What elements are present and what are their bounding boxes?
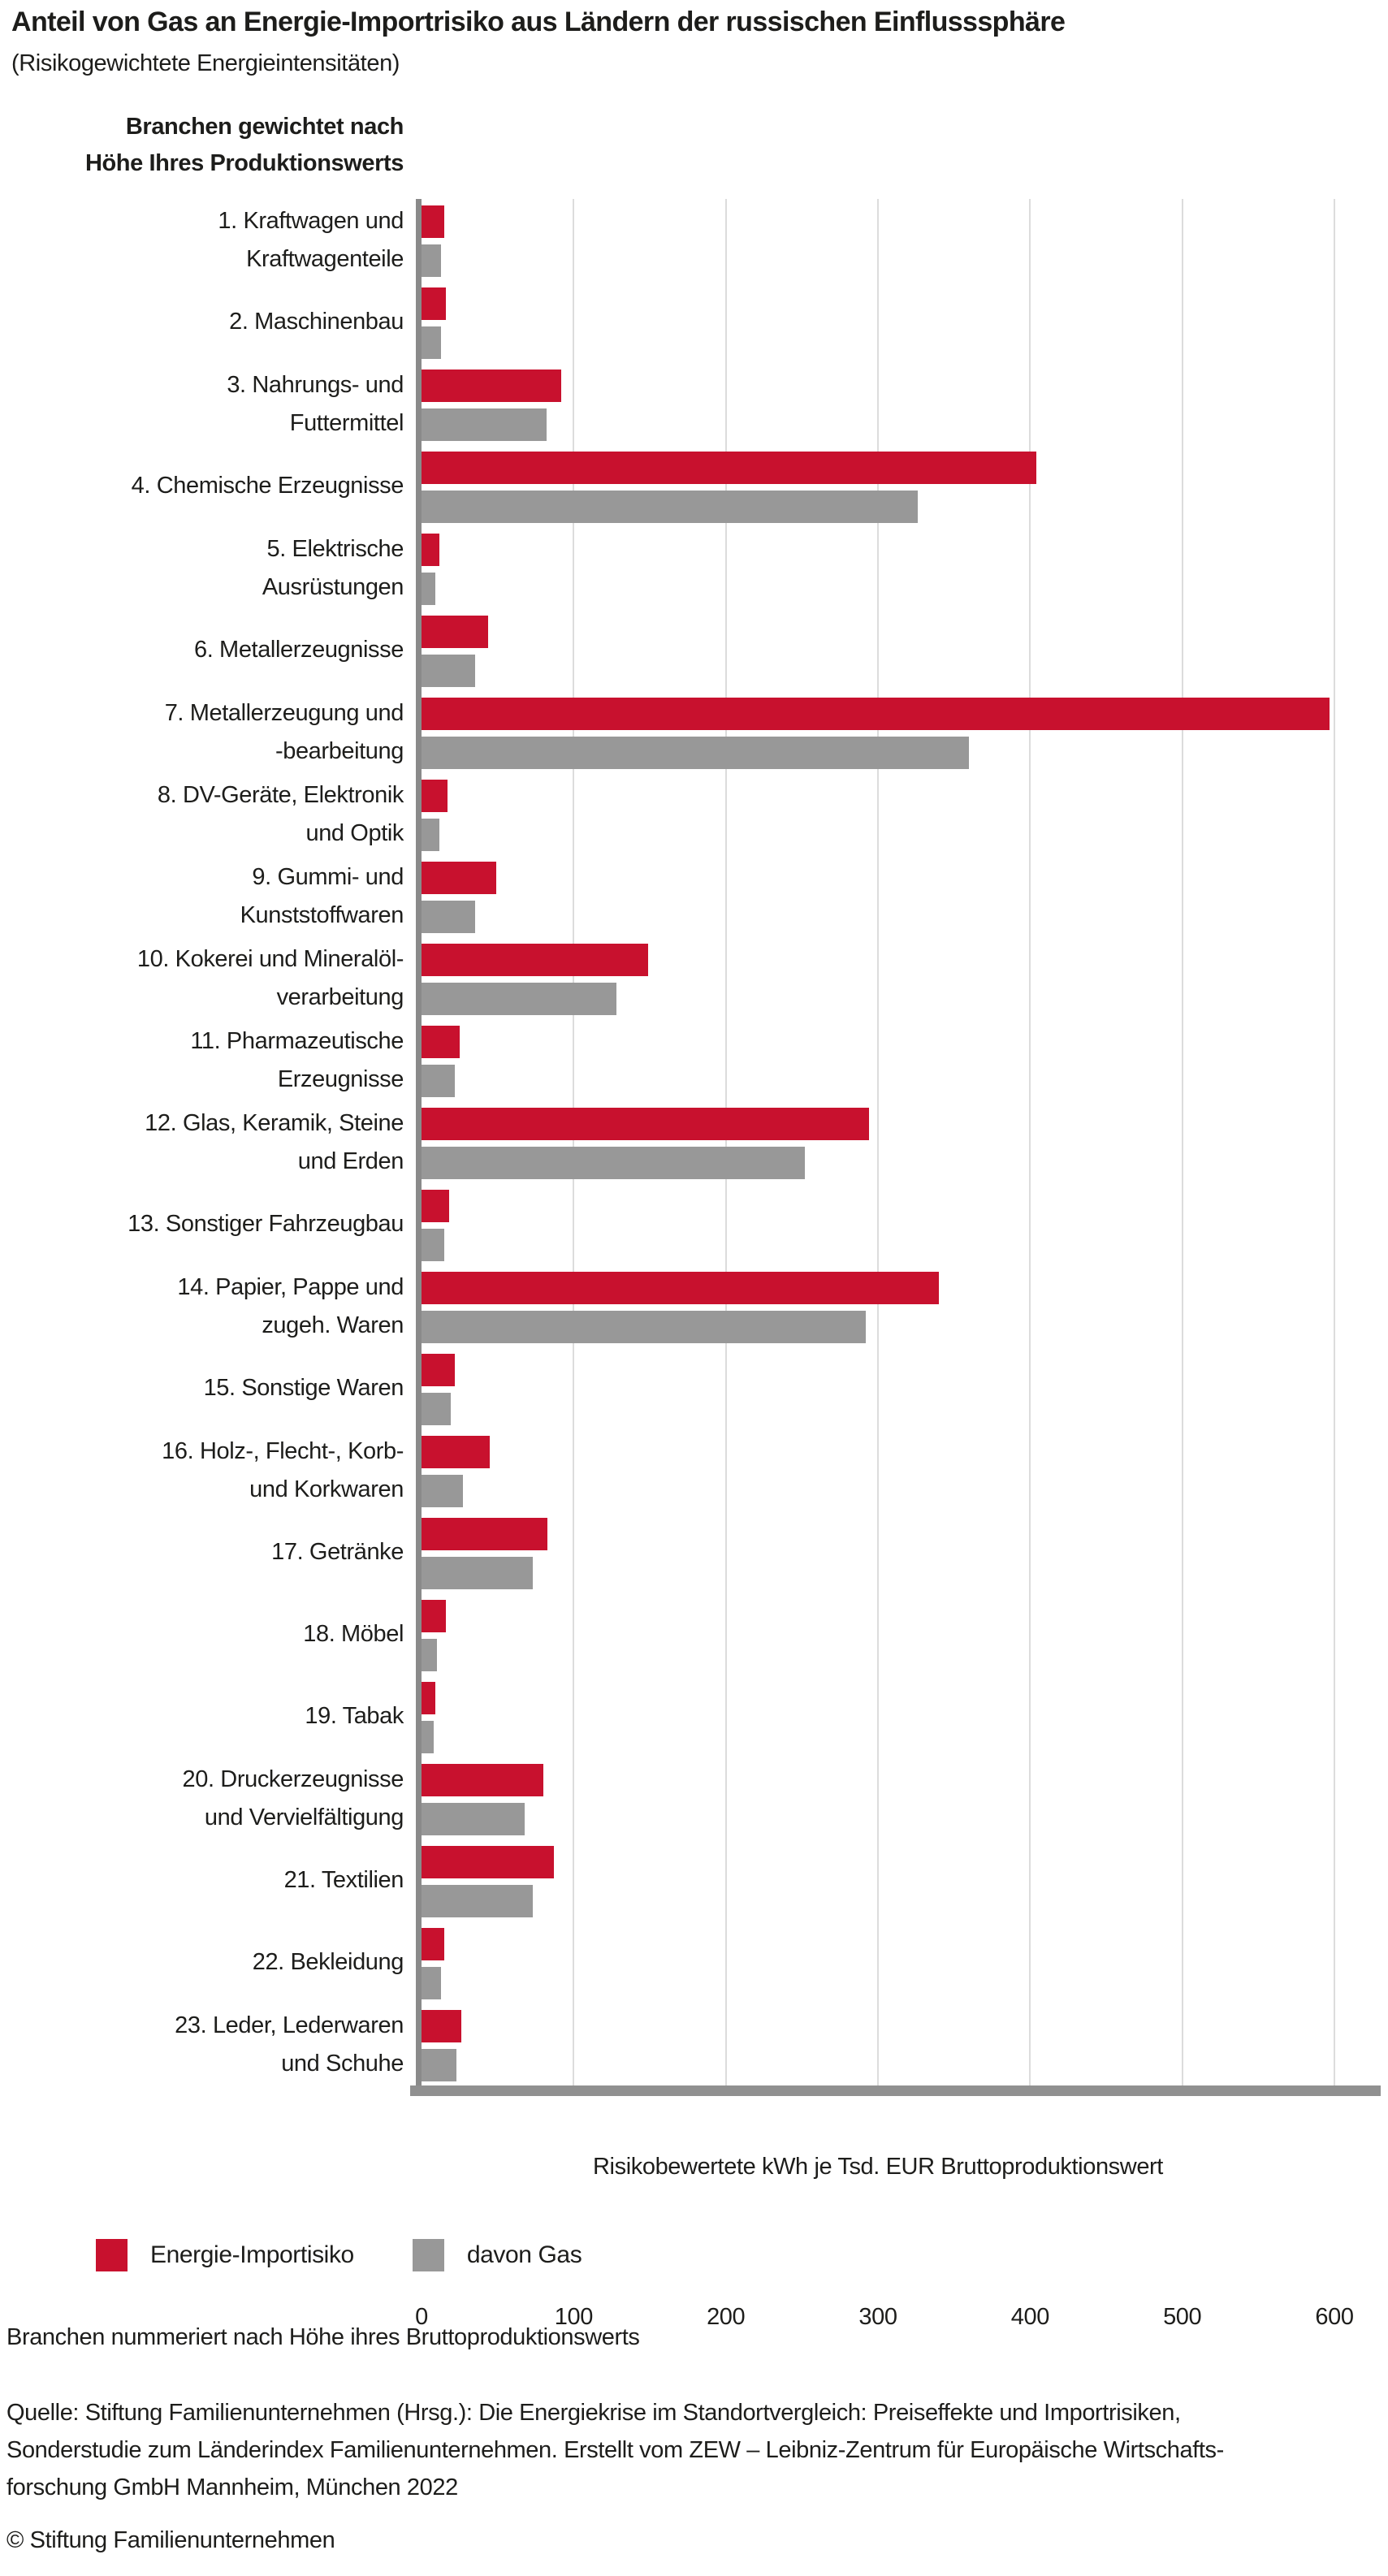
category-label — [0, 2003, 416, 2085]
chart-row — [0, 281, 1388, 363]
davon-gas-bar — [422, 1393, 451, 1425]
chart-row — [0, 855, 1388, 937]
chart-row — [0, 363, 1388, 445]
bar-group — [416, 1839, 1388, 1921]
davon-gas-bar — [422, 1229, 444, 1261]
energie-importrisiko-bar — [422, 287, 446, 320]
energie-importrisiko-bar — [422, 1518, 547, 1550]
page-title: Anteil von Gas an Energie-Importrisiko aus Ländern der russischen Einflusssphäre — [11, 6, 1066, 37]
category-label-line: 7. Metallerzeugung und — [164, 699, 404, 726]
y-axis-header-line-1: Branchen gewichtet nach — [125, 114, 404, 140]
chart-row — [0, 199, 1388, 281]
chart-row — [0, 1511, 1388, 1593]
energie-importrisiko-bar — [422, 1108, 869, 1140]
energie-importrisiko-bar — [422, 452, 1036, 484]
category-label-line: 6. Metallerzeugnisse — [194, 637, 404, 663]
category-label — [0, 1429, 416, 1511]
energie-importrisiko-bar — [422, 1026, 460, 1058]
davon-gas-bar — [422, 326, 441, 359]
chart-row — [0, 1429, 1388, 1511]
category-label — [0, 1593, 416, 1675]
category-label-line: 1. Kraftwagen und — [218, 207, 404, 234]
category-label — [0, 691, 416, 773]
x-tick-label-300: 300 — [858, 2304, 897, 2330]
chart-row — [0, 1675, 1388, 1757]
category-label — [0, 527, 416, 609]
category-label-line: zugeh. Waren — [262, 1312, 404, 1338]
bar-group — [416, 609, 1388, 691]
bar-group — [416, 1019, 1388, 1101]
category-label — [0, 1019, 416, 1101]
chart-row — [0, 2003, 1388, 2085]
bar-chart — [0, 199, 1388, 2096]
source-line-1: Quelle: Stiftung Familienunternehmen (Hrsg.): Die Energiekrise im Standortvergleich: Preiseffekte und Importrisiken, — [6, 2400, 1181, 2426]
source-credit — [6, 2394, 1224, 2506]
legend — [96, 2239, 640, 2271]
bar-group — [416, 773, 1388, 855]
category-label — [0, 1839, 416, 1921]
bar-group — [416, 1675, 1388, 1757]
category-label-line: 22. Bekleidung — [252, 1949, 404, 1975]
bar-group — [416, 1429, 1388, 1511]
category-label-line: 23. Leder, Lederwaren — [175, 2012, 404, 2038]
x-tick-label-0: 0 — [415, 2304, 428, 2330]
davon-gas-bar — [422, 1885, 533, 1917]
energie-importrisiko-bar — [422, 1436, 490, 1468]
category-label — [0, 609, 416, 691]
category-label-line: Kraftwagenteile — [246, 245, 404, 272]
bar-group — [416, 1101, 1388, 1183]
davon-gas-bar — [422, 655, 475, 687]
bar-group — [416, 1347, 1388, 1429]
davon-gas-bar — [422, 1475, 463, 1507]
bar-group — [416, 1511, 1388, 1593]
x-tick-label-400: 400 — [1010, 2304, 1049, 2330]
category-label-line: 19. Tabak — [305, 1703, 404, 1729]
davon-gas-bar — [422, 1721, 434, 1753]
chart-row — [0, 1347, 1388, 1429]
bar-group — [416, 527, 1388, 609]
bar-group — [416, 1183, 1388, 1265]
category-label-line: 10. Kokerei und Mineralöl- — [136, 945, 404, 972]
chart-rows — [0, 199, 1388, 2085]
category-label — [0, 1511, 416, 1593]
copyright-notice: © Stiftung Familienunternehmen — [6, 2527, 335, 2553]
chart-row — [0, 445, 1388, 527]
category-label-line: 17. Getränke — [271, 1539, 404, 1565]
bar-group — [416, 1593, 1388, 1675]
chart-row — [0, 1183, 1388, 1265]
category-label — [0, 1265, 416, 1347]
source-line-2: Sonderstudie zum Länderindex Familienunternehmen. Erstellt vom ZEW – Leibniz-Zentrum für Europäische Wirtschafts- — [6, 2437, 1224, 2463]
category-label — [0, 1347, 416, 1429]
energie-importrisiko-bar — [422, 1354, 455, 1386]
category-label-line: 9. Gummi- und — [252, 863, 404, 890]
category-label-line: und Vervielfältigung — [204, 1804, 404, 1830]
energie-importrisiko-bar — [422, 698, 1330, 730]
x-tick-label-200: 200 — [707, 2304, 746, 2330]
davon-gas-bar — [422, 573, 435, 605]
legend-item — [96, 2239, 354, 2271]
bar-group — [416, 691, 1388, 773]
category-label-line: 15. Sonstige Waren — [203, 1375, 404, 1401]
chart-row — [0, 937, 1388, 1019]
category-label-line: -bearbeitung — [275, 737, 404, 764]
chart-row — [0, 527, 1388, 609]
davon-gas-bar — [422, 819, 439, 851]
x-axis-title: Risikobewertete kWh je Tsd. EUR Bruttoproduktionswert — [593, 2154, 1163, 2180]
x-tick-label-600: 600 — [1315, 2304, 1354, 2330]
category-label-line: verarbeitung — [276, 983, 404, 1010]
bar-group — [416, 1265, 1388, 1347]
y-axis-line — [416, 199, 422, 2091]
y-axis-header — [0, 109, 404, 182]
legend-item — [413, 2239, 582, 2271]
energie-importrisiko-bar — [422, 2010, 461, 2042]
category-label-line: 4. Chemische Erzeugnisse — [131, 473, 404, 499]
category-label-line: 8. DV-Geräte, Elektronik — [157, 781, 404, 808]
energie-importrisiko-bar — [422, 534, 439, 566]
energie-importrisiko-bar — [422, 780, 448, 812]
davon-gas-bar — [422, 1967, 441, 1999]
category-label-line: und Optik — [305, 819, 404, 846]
category-label-line: 21. Textilien — [283, 1867, 404, 1893]
bar-group — [416, 281, 1388, 363]
bar-group — [416, 1757, 1388, 1839]
chart-row — [0, 1101, 1388, 1183]
davon-gas-bar — [422, 1311, 866, 1343]
y-axis-header-line-2: Höhe Ihres Produktionswerts — [84, 150, 404, 176]
davon-gas-bar — [422, 408, 547, 441]
legend-swatch — [413, 2239, 444, 2271]
legend-swatch — [96, 2239, 128, 2271]
x-tick-label-100: 100 — [554, 2304, 593, 2330]
energie-importrisiko-bar — [422, 1846, 554, 1878]
category-label-line: und Schuhe — [281, 2050, 404, 2077]
davon-gas-bar — [422, 901, 475, 933]
energie-importrisiko-bar — [422, 862, 496, 894]
category-label-line: 2. Maschinenbau — [229, 309, 404, 335]
category-label-line: 18. Möbel — [303, 1621, 404, 1647]
category-label-line: Kunststoffwaren — [240, 901, 404, 928]
category-label-line: 12. Glas, Keramik, Steine — [145, 1109, 404, 1136]
category-label-line: 13. Sonstiger Fahrzeugbau — [128, 1211, 404, 1237]
category-label — [0, 855, 416, 937]
chart-row — [0, 1757, 1388, 1839]
davon-gas-bar — [422, 491, 918, 523]
category-label-line: und Erden — [297, 1148, 404, 1174]
energie-importrisiko-bar — [422, 1600, 446, 1632]
category-label-line: 3. Nahrungs- und — [227, 371, 404, 398]
davon-gas-bar — [422, 1557, 533, 1589]
davon-gas-bar — [422, 244, 441, 277]
davon-gas-bar — [422, 1147, 805, 1179]
davon-gas-bar — [422, 1639, 437, 1671]
bar-group — [416, 199, 1388, 281]
energie-importrisiko-bar — [422, 1190, 449, 1222]
category-label — [0, 773, 416, 855]
chart-row — [0, 1019, 1388, 1101]
bar-group — [416, 855, 1388, 937]
energie-importrisiko-bar — [422, 1928, 444, 1960]
source-line-3: forschung GmbH Mannheim, München 2022 — [6, 2474, 458, 2500]
category-label — [0, 199, 416, 281]
davon-gas-bar — [422, 1803, 525, 1835]
category-label-line: 5. Elektrische — [266, 535, 404, 562]
chart-row — [0, 691, 1388, 773]
category-label-line: 20. Druckerzeugnisse — [182, 1766, 404, 1792]
category-label — [0, 1183, 416, 1265]
footnote: Branchen nummeriert nach Höhe ihres Bruttoproduktionswerts — [6, 2324, 640, 2350]
category-label — [0, 1921, 416, 2003]
category-label-line: Futtermittel — [289, 409, 404, 436]
legend-label: davon Gas — [466, 2241, 582, 2268]
category-label-line: und Korkwaren — [249, 1476, 404, 1502]
davon-gas-bar — [422, 983, 616, 1015]
energie-importrisiko-bar — [422, 1682, 435, 1714]
category-label — [0, 363, 416, 445]
davon-gas-bar — [422, 1065, 455, 1097]
energie-importrisiko-bar — [422, 370, 561, 402]
category-label — [0, 937, 416, 1019]
energie-importrisiko-bar — [422, 944, 648, 976]
x-axis-line — [410, 2085, 1381, 2096]
category-label-line: Erzeugnisse — [277, 1065, 404, 1092]
bar-group — [416, 1921, 1388, 2003]
category-label-line: 11. Pharmazeutische — [190, 1027, 404, 1054]
category-label — [0, 1675, 416, 1757]
energie-importrisiko-bar — [422, 1272, 939, 1304]
category-label-line: Ausrüstungen — [262, 573, 404, 600]
category-label-line: 16. Holz-, Flecht-, Korb- — [162, 1437, 404, 1464]
category-label — [0, 445, 416, 527]
bar-group — [416, 363, 1388, 445]
bar-group — [416, 2003, 1388, 2085]
energie-importrisiko-bar — [422, 205, 444, 238]
category-label — [0, 1101, 416, 1183]
x-tick-label-500: 500 — [1163, 2304, 1202, 2330]
davon-gas-bar — [422, 2049, 456, 2081]
category-label — [0, 281, 416, 363]
legend-label: Energie-Importisiko — [150, 2241, 354, 2268]
bar-group — [416, 937, 1388, 1019]
category-label-line: 14. Papier, Pappe und — [177, 1273, 404, 1300]
bar-group — [416, 445, 1388, 527]
energie-importrisiko-bar — [422, 1764, 543, 1796]
chart-row — [0, 609, 1388, 691]
energie-importrisiko-bar — [422, 616, 488, 648]
chart-row — [0, 1839, 1388, 1921]
page-subtitle: (Risikogewichtete Energieintensitäten) — [11, 50, 400, 76]
chart-row — [0, 1265, 1388, 1347]
davon-gas-bar — [422, 737, 969, 769]
chart-row — [0, 1921, 1388, 2003]
chart-row — [0, 1593, 1388, 1675]
category-label — [0, 1757, 416, 1839]
chart-row — [0, 773, 1388, 855]
